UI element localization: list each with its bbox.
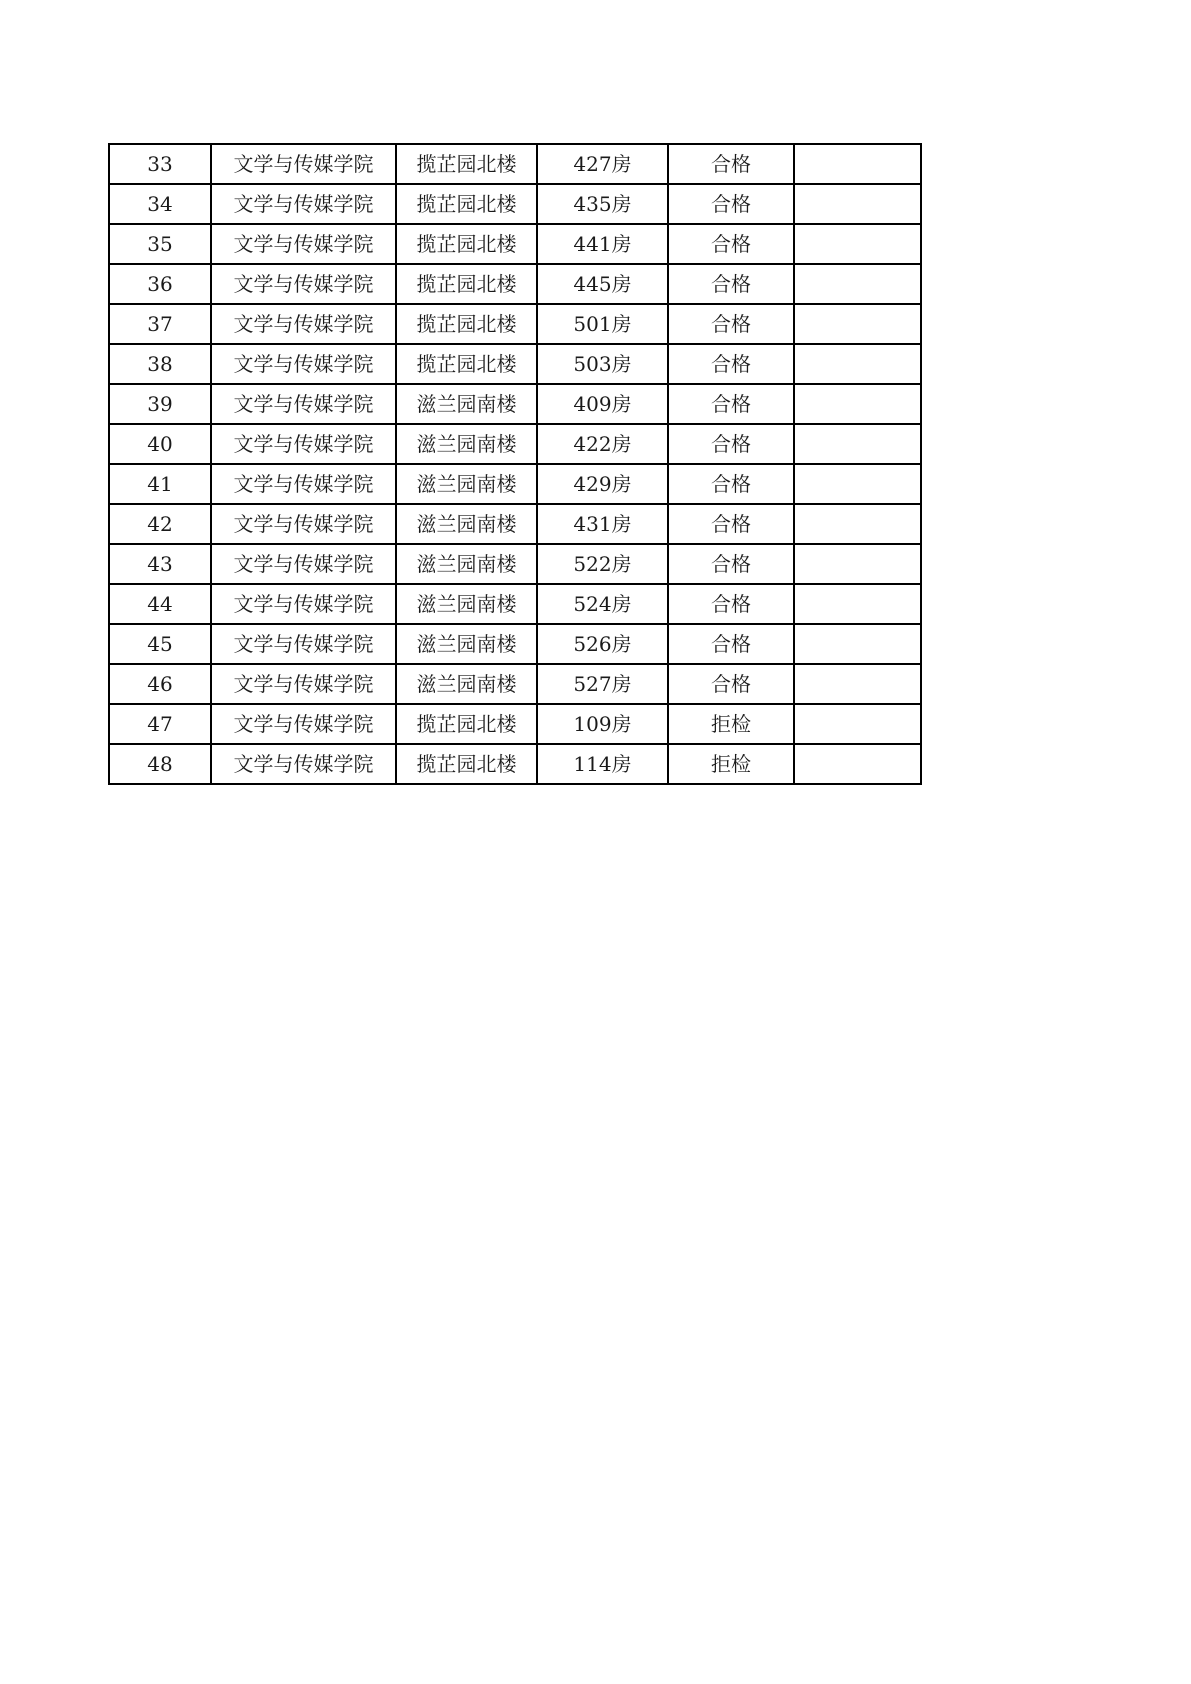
cell-status: 合格 — [668, 464, 794, 504]
table-row — [109, 504, 921, 544]
cell-college: 文学与传媒学院 — [211, 264, 396, 304]
cell-room: 422房 — [537, 424, 668, 464]
cell-room: 441房 — [537, 224, 668, 264]
cell-remark — [794, 384, 921, 424]
table-row — [109, 624, 921, 664]
cell-building: 揽芷园北楼 — [396, 344, 537, 384]
cell-remark — [794, 744, 921, 784]
cell-building: 揽芷园北楼 — [396, 184, 537, 224]
cell-remark — [794, 224, 921, 264]
cell-college: 文学与传媒学院 — [211, 744, 396, 784]
cell-remark — [794, 424, 921, 464]
cell-status: 合格 — [668, 424, 794, 464]
cell-building: 揽芷园北楼 — [396, 224, 537, 264]
cell-remark — [794, 664, 921, 704]
cell-remark — [794, 184, 921, 224]
cell-status: 合格 — [668, 224, 794, 264]
cell-remark — [794, 264, 921, 304]
cell-college: 文学与传媒学院 — [211, 504, 396, 544]
cell-building: 滋兰园南楼 — [396, 664, 537, 704]
cell-seq: 41 — [109, 464, 211, 504]
cell-remark — [794, 544, 921, 584]
table-row — [109, 704, 921, 744]
cell-college: 文学与传媒学院 — [211, 464, 396, 504]
table-row — [109, 544, 921, 584]
cell-room: 526房 — [537, 624, 668, 664]
cell-seq: 34 — [109, 184, 211, 224]
cell-remark — [794, 144, 921, 184]
cell-building: 滋兰园南楼 — [396, 504, 537, 544]
cell-status: 拒检 — [668, 704, 794, 744]
cell-remark — [794, 504, 921, 544]
cell-room: 445房 — [537, 264, 668, 304]
cell-seq: 45 — [109, 624, 211, 664]
cell-seq: 47 — [109, 704, 211, 744]
cell-room: 501房 — [537, 304, 668, 344]
cell-status: 合格 — [668, 624, 794, 664]
cell-status: 合格 — [668, 264, 794, 304]
table-row — [109, 184, 921, 224]
cell-building: 揽芷园北楼 — [396, 744, 537, 784]
cell-status: 合格 — [668, 504, 794, 544]
cell-room: 522房 — [537, 544, 668, 584]
cell-seq: 37 — [109, 304, 211, 344]
cell-status: 合格 — [668, 344, 794, 384]
cell-college: 文学与传媒学院 — [211, 704, 396, 744]
cell-college: 文学与传媒学院 — [211, 344, 396, 384]
cell-status: 合格 — [668, 184, 794, 224]
cell-remark — [794, 304, 921, 344]
cell-building: 揽芷园北楼 — [396, 704, 537, 744]
cell-room: 435房 — [537, 184, 668, 224]
cell-college: 文学与传媒学院 — [211, 664, 396, 704]
cell-remark — [794, 584, 921, 624]
cell-seq: 46 — [109, 664, 211, 704]
cell-seq: 42 — [109, 504, 211, 544]
cell-status: 合格 — [668, 384, 794, 424]
cell-college: 文学与传媒学院 — [211, 224, 396, 264]
inspection-table — [108, 143, 922, 785]
cell-status: 合格 — [668, 144, 794, 184]
cell-college: 文学与传媒学院 — [211, 424, 396, 464]
table-row — [109, 344, 921, 384]
cell-college: 文学与传媒学院 — [211, 144, 396, 184]
cell-remark — [794, 344, 921, 384]
table-row — [109, 264, 921, 304]
cell-seq: 40 — [109, 424, 211, 464]
cell-building: 揽芷园北楼 — [396, 144, 537, 184]
cell-college: 文学与传媒学院 — [211, 184, 396, 224]
cell-status: 合格 — [668, 584, 794, 624]
cell-room: 431房 — [537, 504, 668, 544]
table-row — [109, 144, 921, 184]
cell-status: 合格 — [668, 544, 794, 584]
table-row — [109, 744, 921, 784]
cell-room: 409房 — [537, 384, 668, 424]
cell-college: 文学与传媒学院 — [211, 384, 396, 424]
cell-building: 滋兰园南楼 — [396, 544, 537, 584]
cell-room: 429房 — [537, 464, 668, 504]
cell-building: 滋兰园南楼 — [396, 584, 537, 624]
cell-room: 109房 — [537, 704, 668, 744]
cell-building: 滋兰园南楼 — [396, 424, 537, 464]
cell-remark — [794, 624, 921, 664]
cell-room: 114房 — [537, 744, 668, 784]
cell-seq: 38 — [109, 344, 211, 384]
inspection-table-body — [109, 144, 921, 784]
cell-status: 合格 — [668, 664, 794, 704]
table-row — [109, 304, 921, 344]
table-row — [109, 664, 921, 704]
table-row — [109, 584, 921, 624]
cell-college: 文学与传媒学院 — [211, 624, 396, 664]
table-row — [109, 384, 921, 424]
cell-building: 滋兰园南楼 — [396, 624, 537, 664]
cell-building: 滋兰园南楼 — [396, 384, 537, 424]
cell-seq: 35 — [109, 224, 211, 264]
cell-seq: 39 — [109, 384, 211, 424]
cell-college: 文学与传媒学院 — [211, 584, 396, 624]
cell-seq: 48 — [109, 744, 211, 784]
cell-college: 文学与传媒学院 — [211, 304, 396, 344]
cell-room: 524房 — [537, 584, 668, 624]
cell-seq: 36 — [109, 264, 211, 304]
cell-seq: 44 — [109, 584, 211, 624]
cell-remark — [794, 464, 921, 504]
cell-room: 427房 — [537, 144, 668, 184]
cell-building: 滋兰园南楼 — [396, 464, 537, 504]
table-row — [109, 464, 921, 504]
table-row — [109, 424, 921, 464]
cell-building: 揽芷园北楼 — [396, 264, 537, 304]
cell-remark — [794, 704, 921, 744]
table-row — [109, 224, 921, 264]
cell-seq: 33 — [109, 144, 211, 184]
cell-building: 揽芷园北楼 — [396, 304, 537, 344]
cell-college: 文学与传媒学院 — [211, 544, 396, 584]
cell-status: 拒检 — [668, 744, 794, 784]
cell-room: 503房 — [537, 344, 668, 384]
cell-status: 合格 — [668, 304, 794, 344]
cell-room: 527房 — [537, 664, 668, 704]
cell-seq: 43 — [109, 544, 211, 584]
